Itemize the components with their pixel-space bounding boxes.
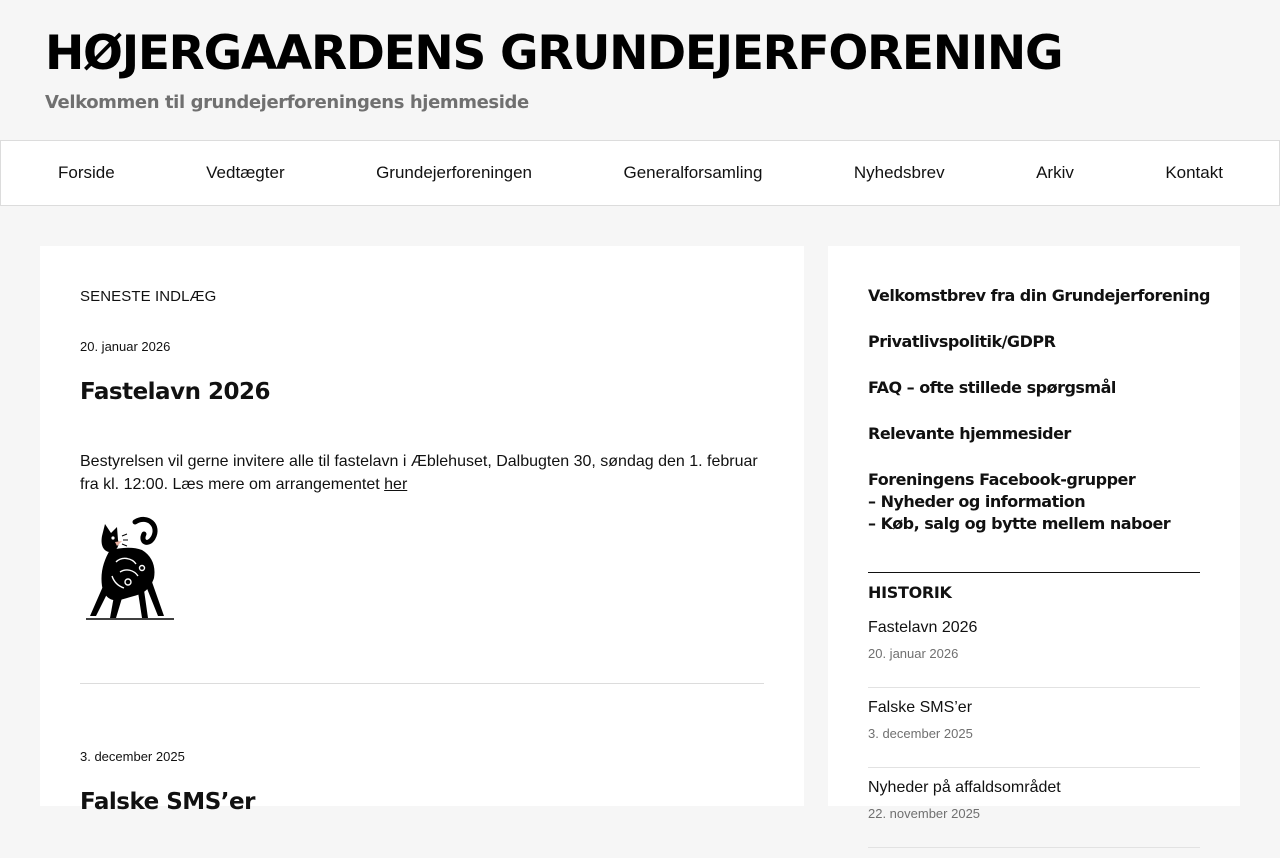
post-date: 20. januar 2026 xyxy=(80,339,171,354)
history-item-date: 22. november 2025 xyxy=(868,806,981,821)
history-item-title[interactable]: Falske SMS’er xyxy=(868,699,973,716)
cat-illustration-icon xyxy=(80,516,176,622)
post-divider xyxy=(80,683,764,684)
main-content xyxy=(40,246,804,815)
nav-item-forside[interactable]: Forside xyxy=(58,163,115,182)
post-body-text: Bestyrelsen vil gerne invitere alle til fastelavn i Æblehuset, Dalbugten 30, søndag den 1. februar fra kl. 12:00. Læs mere om arrangementet xyxy=(80,453,758,493)
history-item-date: 20. januar 2026 xyxy=(868,646,959,661)
post-title[interactable]: Fastelavn 2026 xyxy=(80,379,270,405)
facebook-group-link[interactable]: – Køb, salg og bytte mellem naboer xyxy=(868,514,1171,533)
facebook-groups-heading: Foreningens Facebook-grupper xyxy=(868,470,1136,489)
site-header xyxy=(0,0,1280,140)
post-title[interactable]: Falske SMS’er xyxy=(80,789,255,815)
nav-item-vedtaegter[interactable]: Vedtægter xyxy=(206,163,285,182)
history-list xyxy=(868,618,1200,858)
nav-item-kontakt[interactable]: Kontakt xyxy=(1165,163,1223,182)
facebook-groups xyxy=(868,469,1200,535)
sidebar-link-faq[interactable]: FAQ – ofte stillede spørgsmål xyxy=(868,378,1116,397)
sidebar-link-privatlivspolitik[interactable]: Privatlivspolitik/GDPR xyxy=(868,332,1056,351)
site-tagline: Velkommen til grundejerforeningens hjemmeside xyxy=(45,92,529,113)
post-read-more-link[interactable]: her xyxy=(384,476,408,493)
sidebar-links xyxy=(868,285,1210,535)
sidebar-link-velkomstbrev[interactable]: Velkomstbrev fra din Grundejerforening xyxy=(868,286,1210,305)
section-label: SENESTE INDLÆG xyxy=(80,288,217,305)
nav-item-arkiv[interactable]: Arkiv xyxy=(1036,163,1074,182)
main-nav xyxy=(0,140,1280,206)
history-divider xyxy=(868,572,1200,573)
sidebar xyxy=(828,246,1240,821)
history-item-title[interactable]: Nyheder på affaldsområdet xyxy=(868,779,1061,796)
sidebar-link-relevante-hjemmesider[interactable]: Relevante hjemmesider xyxy=(868,424,1071,443)
facebook-group-link[interactable]: – Nyheder og information xyxy=(868,492,1086,511)
history-heading: HISTORIK xyxy=(868,583,952,602)
nav-item-nyhedsbrev[interactable]: Nyhedsbrev xyxy=(853,163,945,182)
nav-item-generalforsamling[interactable]: Generalforsamling xyxy=(623,163,763,182)
list-item xyxy=(868,618,1200,688)
list-item xyxy=(868,778,1200,848)
post-body xyxy=(80,450,764,496)
history-item-date: 3. december 2025 xyxy=(868,726,973,741)
site-title[interactable]: HØJERGAARDENS GRUNDEJERFORENING xyxy=(45,26,1063,81)
post-date: 3. december 2025 xyxy=(80,749,185,764)
nav-item-grundejerforeningen[interactable]: Grundejerforeningen xyxy=(376,163,533,182)
history-item-title[interactable]: Fastelavn 2026 xyxy=(868,619,978,636)
list-item xyxy=(868,698,1200,768)
